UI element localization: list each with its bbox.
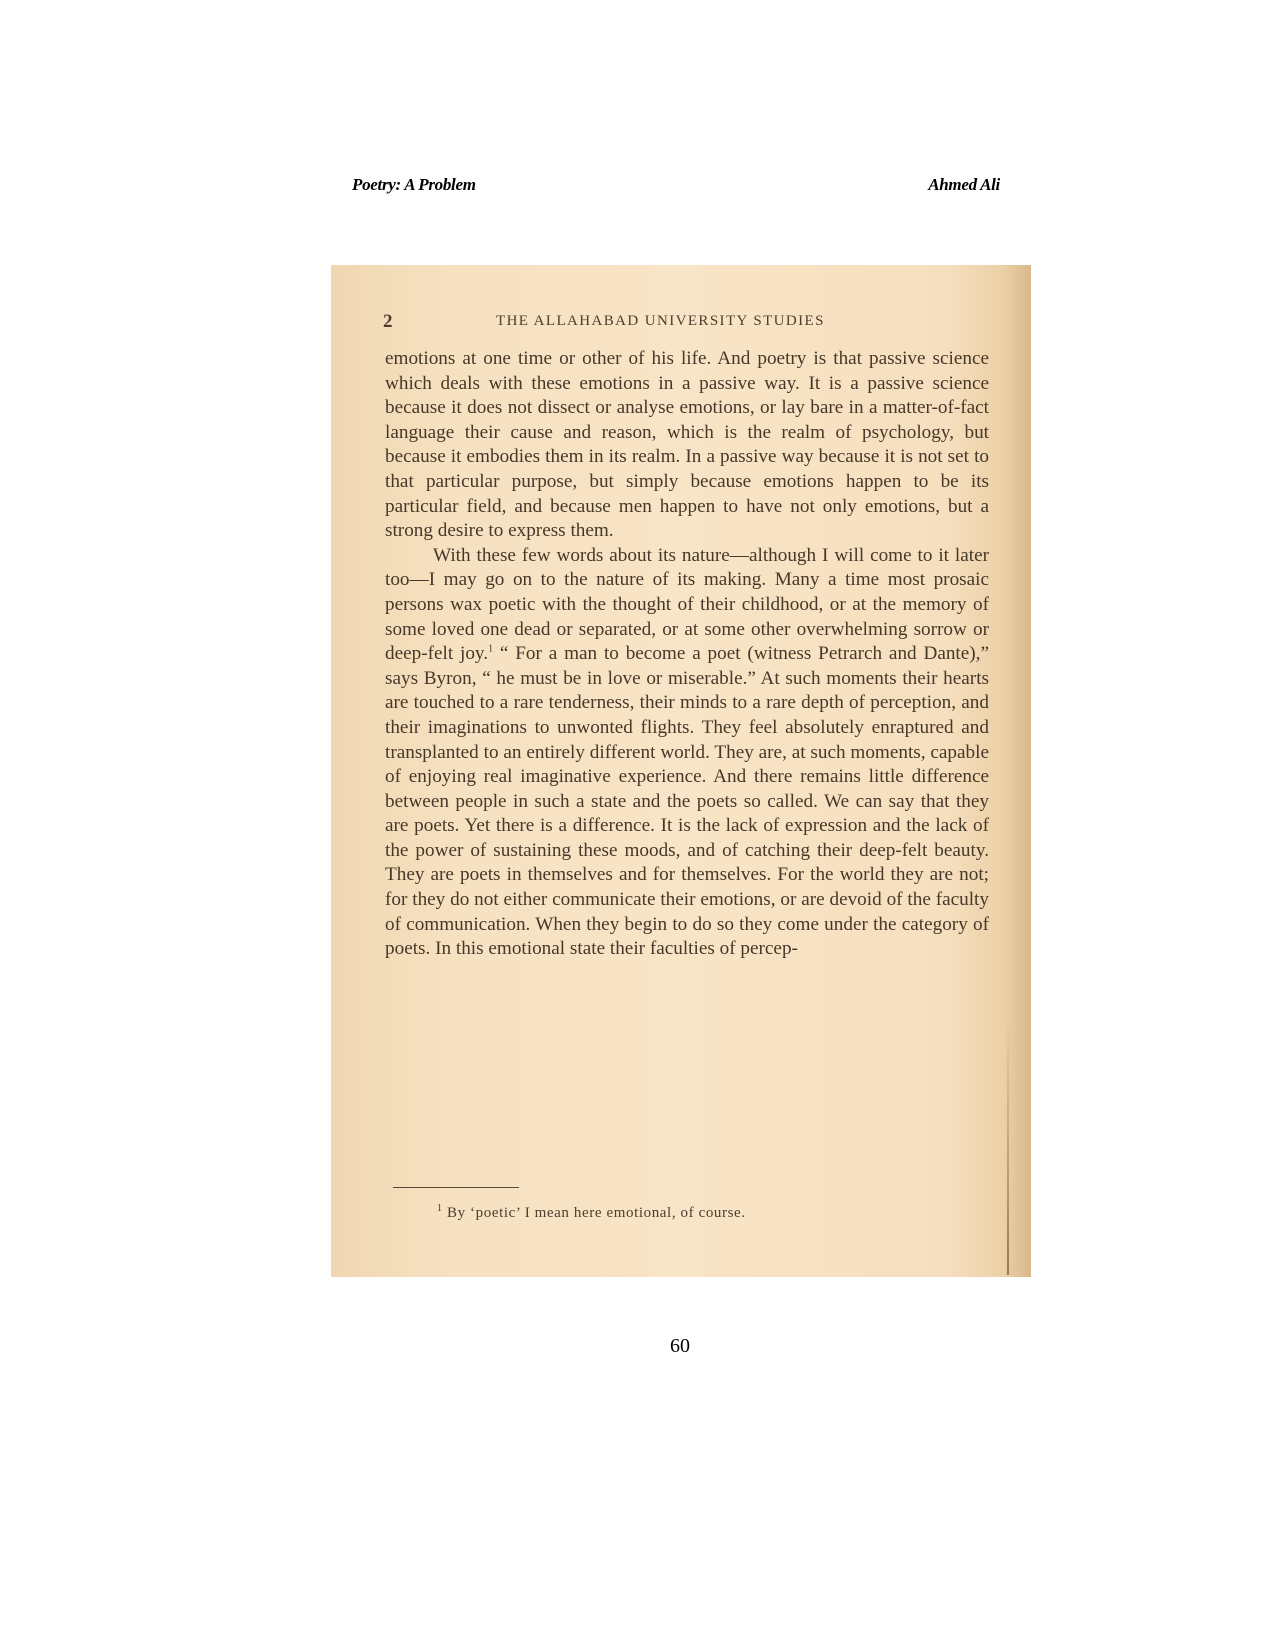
paragraph-2 [385,544,989,962]
footnote-text: By ‘poetic’ I mean here emotional, of course. [446,1205,746,1221]
running-header-title: Poetry: A Problem [352,175,476,194]
footnote-rule [393,1187,519,1188]
folio-page-number: 60 [670,1335,690,1357]
journal-title: THE ALLAHABAD UNIVERSITY STUDIES [496,313,825,329]
paragraph-2-part-a: With these few words about its nature—although I will come to it later too—I may go on to the nature of its making. Many a time most prosaic persons wax poetic with the thought of their childhood, or at the memory of some loved one dead or separated, or at some other overwhelming sorrow or deep-felt joy. [385,544,989,665]
footnote-number: 1 [437,1203,443,1214]
body-text [385,347,989,962]
scanned-page [331,265,1031,1277]
paragraph-2-part-b: “ For a man to become a poet (witness Petrarch and Dante),” says Byron, “ he must be in love or miserable.” At such moments their hearts are touched to a rare tenderness, their minds to a rare depth of perception, and their imaginations to unwonted flights. They feel absolutely enraptured and transplanted to an entirely different world. They are, at such moments, capable of enjoying real imaginative experience. And there remains little difference between people in such a state and the poets so called. We can say that they are poets. Yet there is a difference. It is the lack of expression and the lack of the power of sustaining these moods, and of catching their deep-felt beauty. They are poets in themselves and for themselves. For the world they are not; for they do not either communicate their emotions, or are devoid of the faculty of communication. When they begin to do so they come under the category of poets. In this emotional state their faculties of percep- [385,643,989,960]
paragraph-1: emotions at one time or other of his life. And poetry is that passive science which deals with these emotions in a passive way. It is a passive science because it does not dissect or analyse emotions, or lay bare in a matter-of-fact language their cause and reason, which is the realm of psychology, but because it embodies them in its realm. In a passive way because it is not set to that particular purpose, but simply because emotions happen to be its particular field, and because men happen to have not only emotions, but a strong desire to express them. [385,348,989,542]
footnote [437,1205,746,1222]
footnote-marker: 1 [488,643,494,655]
running-header-author: Ahmed Ali [928,175,1000,194]
scan-page-number: 2 [383,311,393,332]
